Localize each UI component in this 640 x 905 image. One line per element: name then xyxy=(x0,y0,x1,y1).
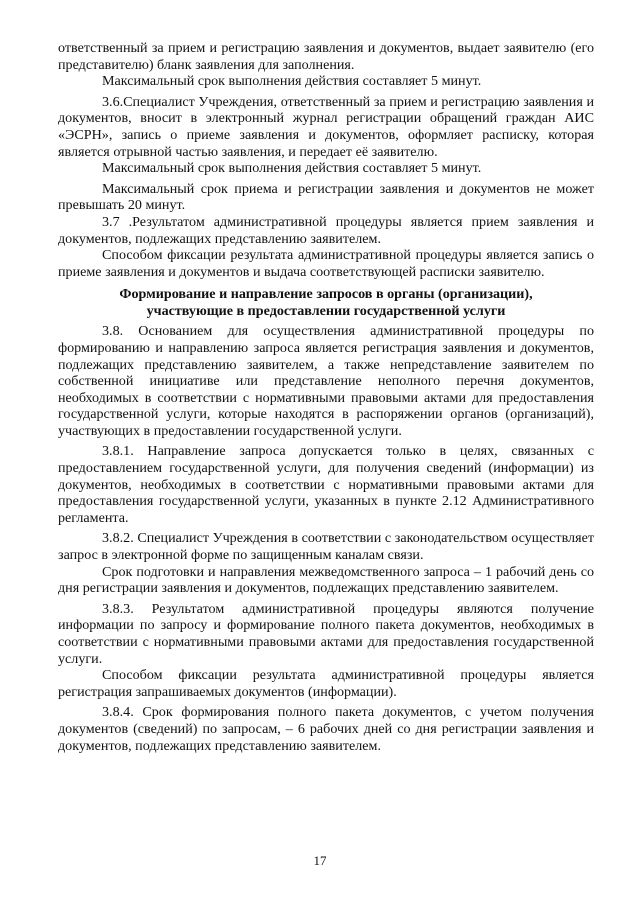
section-heading xyxy=(58,286,594,320)
paragraph-max-registration-time: Максимальный срок приема и регистрации заявления и документов не может превышать 20 минут. xyxy=(58,180,594,214)
paragraph-3-8-3: 3.8.3. Результатом административной процедуры являются получение информации по запросу и формирование полного пакета документов, необходимых в соответствии с нормативными правовыми актами для предоставления государственной услуги. xyxy=(58,600,594,667)
page-body xyxy=(58,40,594,754)
section-heading-line: Формирование и направление запросов в органы (организации), xyxy=(119,286,533,303)
paragraph-fixation-method: Способом фиксации результата административной процедуры является регистрация запрашиваемых документов (информации). xyxy=(58,667,594,700)
paragraph-3-8-1: 3.8.1. Направление запроса допускается только в целях, связанных с предоставлением государственной услуги, для получения сведений (информации) из документов, необходимых в соответствии с нормативными правовыми актами для предоставления государственной услуги, указанных в пункте 2.12 Административного регламента. xyxy=(58,443,594,526)
section-heading-line: участвующие в предоставлении государственной услуги xyxy=(146,303,506,320)
paragraph-fixation-method: Способом фиксации результата административной процедуры является запись о приеме заявления и документов и выдача соответствующей расписки заявителю. xyxy=(58,247,594,280)
paragraph-time-limit: Максимальный срок выполнения действия составляет 5 минут. xyxy=(102,160,482,177)
paragraph-time-limit: Максимальный срок выполнения действия составляет 5 минут. xyxy=(102,73,482,90)
paragraph-3-8: 3.8. Основанием для осуществления административной процедуры по формированию и направлению запроса является регистрация заявления и документов, подлежащих представлению заявителем, а также непредставление заявителем по собственной инициативе или представление неполного перечня документов, необходимых в соответствии с нормативными правовыми актами для предоставления государственной услуги, которые находятся в распоряжении органов (организаций), участвующих в предоставлении государственной услуги. xyxy=(58,323,594,439)
paragraph-3-8-4: 3.8.4. Срок формирования полного пакета документов, с учетом получения документов (сведений) по запросам, – 6 рабочих дней со дня регистрации заявления и документов, подлежащих представлению заявителем. xyxy=(58,704,594,754)
paragraph-3-8-2: 3.8.2. Специалист Учреждения в соответствии с законодательством осуществляет запрос в электронной форме по защищенным каналам связи. xyxy=(58,530,594,564)
paragraph-3-6: 3.6.Специалист Учреждения, ответственный за прием и регистрацию заявления и документов, вносит в электронный журнал регистрации обращений граждан АИС «ЭСРН», запись о приеме заявления и документов, оформляет расписку, которая является отрывной частью заявления, и передает её заявителю. xyxy=(58,93,594,160)
paragraph-3-7: 3.7 .Результатом административной процедуры является прием заявления и документов, подлежащих представлению заявителем. xyxy=(58,213,594,247)
paragraph-request-deadline: Срок подготовки и направления межведомственного запроса – 1 рабочий день со дня регистрации заявления и документов, подлежащих представлению заявителем. xyxy=(58,563,594,597)
page-number: 17 xyxy=(313,853,327,868)
paragraph-continuation: ответственный за прием и регистрацию заявления и документов, выдает заявителю (его представителю) бланк заявления для заполнения. xyxy=(58,40,594,73)
